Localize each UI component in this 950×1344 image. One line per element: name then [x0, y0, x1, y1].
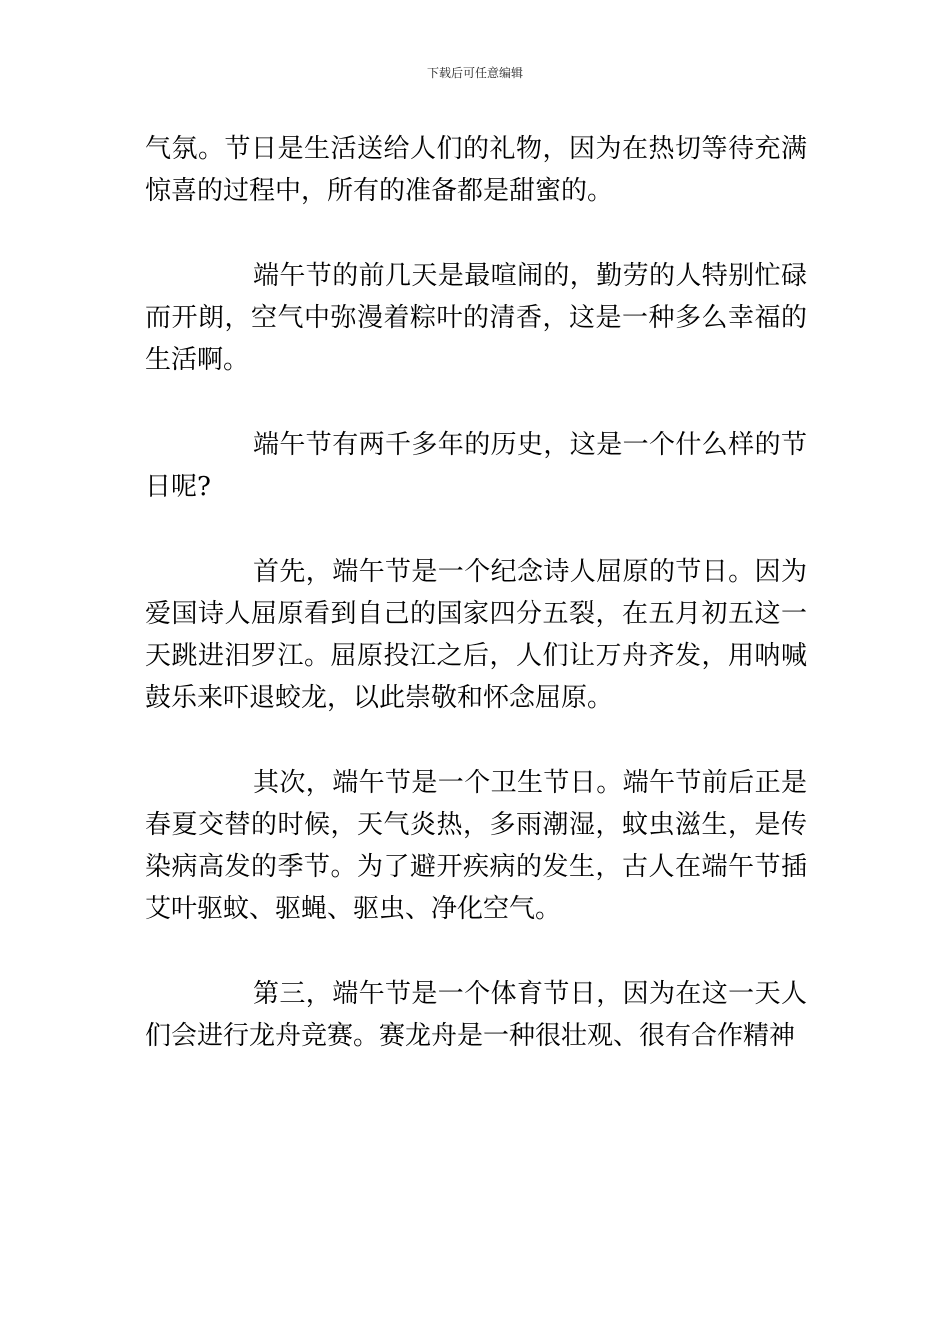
paragraph-6 — [145, 973, 807, 1057]
paragraph-2-line-1: 端午节的前几天是最喧闹的，勤劳的人特别忙碌 — [253, 261, 807, 291]
paragraph-2 — [145, 255, 807, 381]
paragraph-6-line-1: 第三，端午节是一个体育节日，因为在这一天人 — [253, 979, 807, 1009]
paragraph-5-line-4: 艾叶驱蚊、驱蝇、驱虫、净化空气。 — [145, 894, 562, 924]
paragraph-1 — [145, 128, 807, 212]
paragraph-2-line-2: 而开朗，空气中弥漫着粽叶的清香，这是一种多么幸福的 — [145, 303, 807, 333]
paragraph-4-line-4: 鼓乐来吓退蛟龙，以此崇敬和怀念屈原。 — [145, 683, 614, 713]
paragraph-3 — [145, 424, 807, 508]
paragraph-4-line-1: 首先，端午节是一个纪念诗人屈原的节日。因为 — [253, 557, 807, 587]
page-header — [0, 66, 950, 80]
paragraph-1-line-1: 气氛。节日是生活送给人们的礼物，因为在热切等待充满 — [145, 134, 807, 164]
paragraph-5-line-1: 其次，端午节是一个卫生节日。端午节前后正是 — [253, 768, 807, 798]
paragraph-5-line-2: 春夏交替的时候，天气炎热，多雨潮湿，蚊虫滋生，是传 — [145, 810, 807, 840]
header-text: 下载后可任意编辑 — [426, 66, 523, 80]
paragraph-5-line-3: 染病高发的季节。为了避开疾病的发生，古人在端午节插 — [145, 852, 807, 882]
paragraph-3-line-1: 端午节有两千多年的历史，这是一个什么样的节 — [253, 430, 807, 460]
paragraph-1-line-2: 惊喜的过程中，所有的准备都是甜蜜的。 — [145, 176, 614, 206]
paragraph-5 — [145, 762, 807, 930]
paragraph-6-line-2: 们会进行龙舟竞赛。赛龙舟是一种很壮观、很有合作精神 — [145, 1021, 796, 1051]
paragraph-4 — [145, 551, 807, 719]
paragraph-4-line-3: 天跳进汨罗江。屈原投江之后，人们让万舟齐发，用呐喊 — [145, 641, 807, 671]
paragraph-3-line-2: 日呢? — [145, 472, 211, 502]
paragraph-2-line-3: 生活啊。 — [145, 345, 250, 375]
document-body — [145, 128, 807, 1057]
paragraph-4-line-2: 爱国诗人屈原看到自己的国家四分五裂，在五月初五这一 — [145, 599, 807, 629]
